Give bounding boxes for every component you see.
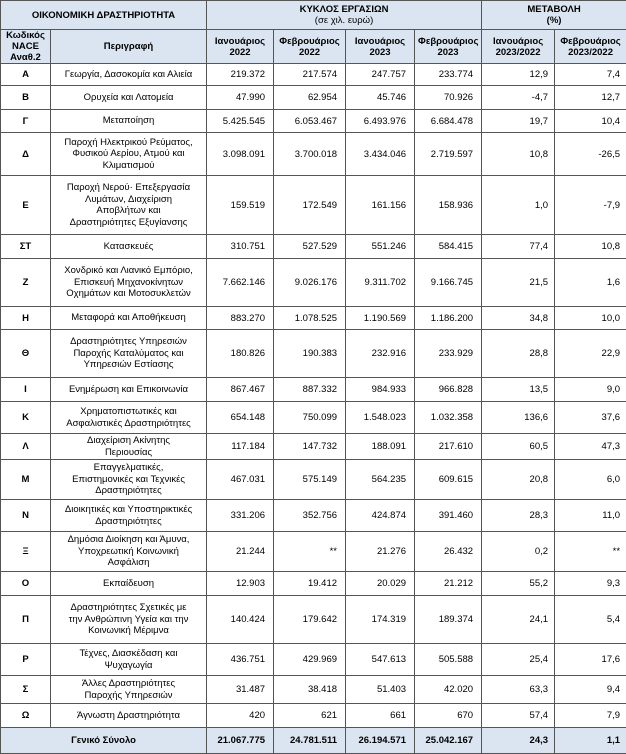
turnover-feb2022: 3.700.018 (274, 133, 346, 176)
turnover-jan2022: 12.903 (207, 572, 274, 596)
col-code-line-3: Αναθ.2 (4, 52, 47, 63)
turnover-feb2023: 70.926 (415, 86, 482, 110)
description-line: Διαχείριση Ακίνητης (54, 435, 203, 447)
nace-code: Ρ (1, 644, 51, 676)
turnover-feb2022: 19.412 (274, 572, 346, 596)
activity-description (51, 532, 207, 572)
table-row (1, 330, 626, 378)
turnover-jan2022: 47.990 (207, 86, 274, 110)
change-feb: 9,3 (555, 572, 626, 596)
col-change-feb-years: 2023/2022 (558, 47, 623, 58)
nace-code: Β (1, 86, 51, 110)
description-line: Αποβλήτων και (54, 205, 203, 217)
description-line: Δραστηριότητες Σχετικές με (54, 602, 203, 614)
description-line: Κατασκευές (54, 241, 203, 253)
nace-code: Γ (1, 110, 51, 133)
nace-code: Ω (1, 704, 51, 728)
turnover-feb2022: 179.642 (274, 596, 346, 644)
turnover-jan2023: 174.319 (346, 596, 415, 644)
turnover-jan2023: 424.874 (346, 500, 415, 532)
change-feb: 1,6 (555, 259, 626, 307)
header-turnover (207, 1, 482, 30)
table-row (1, 644, 626, 676)
description-line: Μεταποίηση (54, 115, 203, 127)
turnover-jan2023: 161.156 (346, 176, 415, 235)
turnover-jan2023: 232.916 (346, 330, 415, 378)
change-jan: 77,4 (482, 235, 555, 259)
description-line: Κλιματισμού (54, 160, 203, 172)
description-line: Εκπαίδευση (54, 578, 203, 590)
col-jan2023-month: Ιανουάριος (349, 36, 411, 47)
turnover-feb2023: 189.374 (415, 596, 482, 644)
turnover-feb2022: 190.383 (274, 330, 346, 378)
total-feb2022: 24.781.511 (274, 728, 346, 754)
table-row (1, 110, 626, 133)
activity-description (51, 64, 207, 86)
change-feb: 9,4 (555, 676, 626, 704)
activity-description (51, 704, 207, 728)
turnover-jan2022: 420 (207, 704, 274, 728)
col-change-feb-month: Φεβρουάριος (558, 36, 623, 47)
turnover-jan2023: 51.403 (346, 676, 415, 704)
description-line: Επισκευή Μηχανοκίνητων (54, 277, 203, 289)
description-line: Ψυχαγωγία (54, 660, 203, 672)
turnover-feb2023: 9.166.745 (415, 259, 482, 307)
nace-code: Μ (1, 460, 51, 500)
turnover-jan2023: 984.933 (346, 378, 415, 402)
description-line: Φυσικού Αερίου, Ατμού και (54, 148, 203, 160)
description-line: Υπηρεσιών Εστίασης (54, 359, 203, 371)
col-change-jan-month: Ιανουάριος (485, 36, 551, 47)
turnover-jan2023: 188.091 (346, 434, 415, 460)
activity-description (51, 434, 207, 460)
turnover-jan2022: 21.244 (207, 532, 274, 572)
turnover-jan2023: 547.613 (346, 644, 415, 676)
col-jan2023-header (346, 30, 415, 64)
description-line: Δραστηριότητες (54, 516, 203, 528)
nace-code: Λ (1, 434, 51, 460)
turnover-jan2023: 564.235 (346, 460, 415, 500)
turnover-jan2023: 21.276 (346, 532, 415, 572)
turnover-feb2023: 391.460 (415, 500, 482, 532)
activity-description (51, 676, 207, 704)
description-line: Γεωργία, Δασοκομία και Αλιεία (54, 69, 203, 81)
description-line: Δραστηριότητες (54, 485, 203, 497)
change-jan: 57,4 (482, 704, 555, 728)
description-line: Άλλες Δραστηριότητες (54, 678, 203, 690)
turnover-jan2022: 159.519 (207, 176, 274, 235)
description-line: Χρηματοπιστωτικές και (54, 406, 203, 418)
table-row (1, 434, 626, 460)
description-line: Διοικητικές και Υποστηρικτικές (54, 504, 203, 516)
turnover-feb2023: 584.415 (415, 235, 482, 259)
turnover-feb2023: 2.719.597 (415, 133, 482, 176)
activity-description (51, 378, 207, 402)
change-jan: 21,5 (482, 259, 555, 307)
nace-code: Ο (1, 572, 51, 596)
turnover-feb2023: 1.186.200 (415, 307, 482, 330)
change-jan: 24,1 (482, 596, 555, 644)
turnover-feb2023: 233.774 (415, 64, 482, 86)
activity-description (51, 596, 207, 644)
turnover-jan2022: 219.372 (207, 64, 274, 86)
description-line: Κοινωνική Μέριμνα (54, 625, 203, 637)
description-line: Λυμάτων, Διαχείριση (54, 194, 203, 206)
change-feb: 7,4 (555, 64, 626, 86)
nace-code: Ε (1, 176, 51, 235)
header-turnover-unit: (σε χιλ. ευρώ) (210, 15, 478, 26)
table-footer (1, 728, 626, 754)
col-feb2023-year: 2023 (418, 47, 478, 58)
description-line: Υποχρεωτική Κοινωνική (54, 546, 203, 558)
change-jan: 28,3 (482, 500, 555, 532)
turnover-jan2023: 6.493.976 (346, 110, 415, 133)
col-change-jan-years: 2023/2022 (485, 47, 551, 58)
turnover-feb2023: 505.588 (415, 644, 482, 676)
description-line: Ορυχεία και Λατομεία (54, 92, 203, 104)
turnover-jan2022: 436.751 (207, 644, 274, 676)
nace-code: Δ (1, 133, 51, 176)
nace-code: Θ (1, 330, 51, 378)
turnover-feb2022: 172.549 (274, 176, 346, 235)
turnover-feb2023: 6.684.478 (415, 110, 482, 133)
header-change-unit: (%) (485, 15, 623, 26)
change-jan: 63,3 (482, 676, 555, 704)
change-feb: 5,4 (555, 596, 626, 644)
col-jan2022-year: 2022 (210, 47, 270, 58)
col-feb2023-header (415, 30, 482, 64)
change-jan: 10,8 (482, 133, 555, 176)
table-row (1, 235, 626, 259)
turnover-jan2023: 1.548.023 (346, 402, 415, 434)
description-line: Ασφάλιση (54, 557, 203, 569)
turnover-feb2022: 217.574 (274, 64, 346, 86)
change-feb: 47,3 (555, 434, 626, 460)
turnover-feb2022: 429.969 (274, 644, 346, 676)
turnover-jan2022: 883.270 (207, 307, 274, 330)
description-line: Οχημάτων και Μοτοσυκλετών (54, 288, 203, 300)
activity-description (51, 572, 207, 596)
description-line: την Ανθρώπινη Υγεία και την (54, 614, 203, 626)
turnover-feb2023: 233.929 (415, 330, 482, 378)
nace-code: Ν (1, 500, 51, 532)
nace-code: Π (1, 596, 51, 644)
turnover-jan2023: 45.746 (346, 86, 415, 110)
change-feb: 10,4 (555, 110, 626, 133)
table-row (1, 259, 626, 307)
change-jan: 60,5 (482, 434, 555, 460)
total-change-feb: 1,1 (555, 728, 626, 754)
turnover-jan2022: 117.184 (207, 434, 274, 460)
col-change-jan-header (482, 30, 555, 64)
turnover-feb2022: 62.954 (274, 86, 346, 110)
turnover-jan2023: 247.757 (346, 64, 415, 86)
change-jan: 0,2 (482, 532, 555, 572)
table-row (1, 378, 626, 402)
description-line: Δραστηριότητες Υπηρεσιών (54, 336, 203, 348)
table-body (1, 64, 626, 728)
nace-code: Ξ (1, 532, 51, 572)
header-change (482, 1, 626, 30)
table-row (1, 176, 626, 235)
turnover-jan2022: 331.206 (207, 500, 274, 532)
col-desc-header: Περιγραφή (51, 30, 207, 64)
col-jan2023-year: 2023 (349, 47, 411, 58)
activity-description (51, 235, 207, 259)
table-row (1, 596, 626, 644)
activity-description (51, 402, 207, 434)
col-feb2023-month: Φεβρουάριος (418, 36, 478, 47)
change-jan: 28,8 (482, 330, 555, 378)
description-line: Ενημέρωση και Επικοινωνία (54, 384, 203, 396)
turnover-feb2022: 1.078.525 (274, 307, 346, 330)
change-feb: 7,9 (555, 704, 626, 728)
description-line: Επιστημονικές και Τεχνικές (54, 474, 203, 486)
turnover-feb2022: 6.053.467 (274, 110, 346, 133)
turnover-feb2023: 158.936 (415, 176, 482, 235)
change-feb: 11,0 (555, 500, 626, 532)
header-activity: ΟΙΚΟΝΟΜΙΚΗ ΔΡΑΣΤΗΡΙΟΤΗΤΑ (1, 1, 207, 30)
activity-description (51, 259, 207, 307)
turnover-feb2023: 217.610 (415, 434, 482, 460)
change-jan: 55,2 (482, 572, 555, 596)
table-row (1, 676, 626, 704)
description-line: Επαγγελματικές, (54, 462, 203, 474)
table-row (1, 704, 626, 728)
col-code-line-1: Κωδικός (4, 30, 47, 41)
turnover-jan2023: 3.434.046 (346, 133, 415, 176)
nace-code: ΣΤ (1, 235, 51, 259)
activity-description (51, 133, 207, 176)
change-feb: 22,9 (555, 330, 626, 378)
activity-description (51, 644, 207, 676)
change-jan: 20,8 (482, 460, 555, 500)
turnover-feb2023: 1.032.358 (415, 402, 482, 434)
turnover-jan2023: 661 (346, 704, 415, 728)
description-line: Άγνωστη Δραστηριότητα (54, 710, 203, 722)
change-feb: -26,5 (555, 133, 626, 176)
table-row (1, 460, 626, 500)
table-row (1, 133, 626, 176)
turnover-jan2022: 310.751 (207, 235, 274, 259)
description-line: Μεταφορά και Αποθήκευση (54, 312, 203, 324)
activity-description (51, 500, 207, 532)
change-jan: 136,6 (482, 402, 555, 434)
header-turnover-title: ΚΥΚΛΟΣ ΕΡΓΑΣΙΩΝ (210, 4, 478, 15)
description-line: Περιουσίας (54, 447, 203, 459)
turnover-feb2022: 575.149 (274, 460, 346, 500)
description-line: Δραστηριότητες Εξυγίανσης (54, 217, 203, 229)
change-jan: 34,8 (482, 307, 555, 330)
table-row (1, 572, 626, 596)
activity-description (51, 460, 207, 500)
table-row (1, 500, 626, 532)
total-change-jan: 24,3 (482, 728, 555, 754)
nace-code: Η (1, 307, 51, 330)
table-row (1, 64, 626, 86)
total-row (1, 728, 626, 754)
description-line: Παροχή Ηλεκτρικού Ρεύματος, (54, 137, 203, 149)
description-line: Ασφαλιστικές Δραστηριότητες (54, 418, 203, 430)
change-feb: 17,6 (555, 644, 626, 676)
col-jan2022-header (207, 30, 274, 64)
activity-description (51, 307, 207, 330)
nace-code: Α (1, 64, 51, 86)
turnover-feb2023: 966.828 (415, 378, 482, 402)
description-line: Παροχής Υπηρεσιών (54, 690, 203, 702)
activity-description (51, 176, 207, 235)
turnover-jan2023: 1.190.569 (346, 307, 415, 330)
turnover-feb2022: 352.756 (274, 500, 346, 532)
turnover-jan2022: 7.662.146 (207, 259, 274, 307)
change-feb: 6,0 (555, 460, 626, 500)
description-line: Παροχής Καταλύματος και (54, 348, 203, 360)
total-label: Γενικό Σύνολο (1, 728, 207, 754)
change-jan: -4,7 (482, 86, 555, 110)
col-feb2022-month: Φεβρουάριος (277, 36, 342, 47)
nace-code: Ζ (1, 259, 51, 307)
turnover-feb2022: 621 (274, 704, 346, 728)
nace-code: Σ (1, 676, 51, 704)
total-feb2023: 25.042.167 (415, 728, 482, 754)
turnover-feb2023: 26.432 (415, 532, 482, 572)
table-row (1, 307, 626, 330)
total-jan2023: 26.194.571 (346, 728, 415, 754)
table-row (1, 532, 626, 572)
turnover-jan2022: 31.487 (207, 676, 274, 704)
change-jan: 25,4 (482, 644, 555, 676)
col-feb2022-header (274, 30, 346, 64)
change-feb: 10,8 (555, 235, 626, 259)
col-change-feb-header (555, 30, 626, 64)
turnover-feb2023: 21.212 (415, 572, 482, 596)
table-header (1, 1, 626, 64)
turnover-jan2022: 5.425.545 (207, 110, 274, 133)
turnover-jan2022: 180.826 (207, 330, 274, 378)
description-line: Παροχή Νερού· Επεξεργασία (54, 182, 203, 194)
turnover-jan2023: 9.311.702 (346, 259, 415, 307)
turnover-feb2022: 9.026.176 (274, 259, 346, 307)
turnover-feb2022: ** (274, 532, 346, 572)
change-jan: 13,5 (482, 378, 555, 402)
description-line: Δημόσια Διοίκηση και Άμυνα, (54, 534, 203, 546)
turnover-jan2022: 867.467 (207, 378, 274, 402)
turnover-feb2022: 887.332 (274, 378, 346, 402)
turnover-feb2023: 42.020 (415, 676, 482, 704)
activity-description (51, 330, 207, 378)
turnover-feb2022: 147.732 (274, 434, 346, 460)
turnover-jan2023: 551.246 (346, 235, 415, 259)
turnover-feb2022: 750.099 (274, 402, 346, 434)
change-jan: 19,7 (482, 110, 555, 133)
change-feb: 12,7 (555, 86, 626, 110)
table-row (1, 402, 626, 434)
change-jan: 1,0 (482, 176, 555, 235)
activity-description (51, 86, 207, 110)
change-feb: 37,6 (555, 402, 626, 434)
turnover-feb2022: 38.418 (274, 676, 346, 704)
col-code-line-2: NACE (4, 41, 47, 52)
table-row (1, 86, 626, 110)
col-code-header (1, 30, 51, 64)
turnover-jan2022: 467.031 (207, 460, 274, 500)
turnover-feb2023: 609.615 (415, 460, 482, 500)
change-feb: -7,9 (555, 176, 626, 235)
turnover-jan2022: 3.098.091 (207, 133, 274, 176)
col-feb2022-year: 2022 (277, 47, 342, 58)
change-jan: 12,9 (482, 64, 555, 86)
nace-code: Ι (1, 378, 51, 402)
turnover-jan2022: 140.424 (207, 596, 274, 644)
description-line: Χονδρικό και Λιανικό Εμπόριο, (54, 265, 203, 277)
turnover-feb2022: 527.529 (274, 235, 346, 259)
nace-code: Κ (1, 402, 51, 434)
description-line: Τέχνες, Διασκέδαση και (54, 648, 203, 660)
turnover-feb2023: 670 (415, 704, 482, 728)
change-feb: ** (555, 532, 626, 572)
total-jan2022: 21.067.775 (207, 728, 274, 754)
change-feb: 9,0 (555, 378, 626, 402)
col-jan2022-month: Ιανουάριος (210, 36, 270, 47)
activity-description (51, 110, 207, 133)
header-change-title: ΜΕΤΑΒΟΛΗ (485, 4, 623, 15)
turnover-jan2022: 654.148 (207, 402, 274, 434)
change-feb: 10,0 (555, 307, 626, 330)
turnover-jan2023: 20.029 (346, 572, 415, 596)
